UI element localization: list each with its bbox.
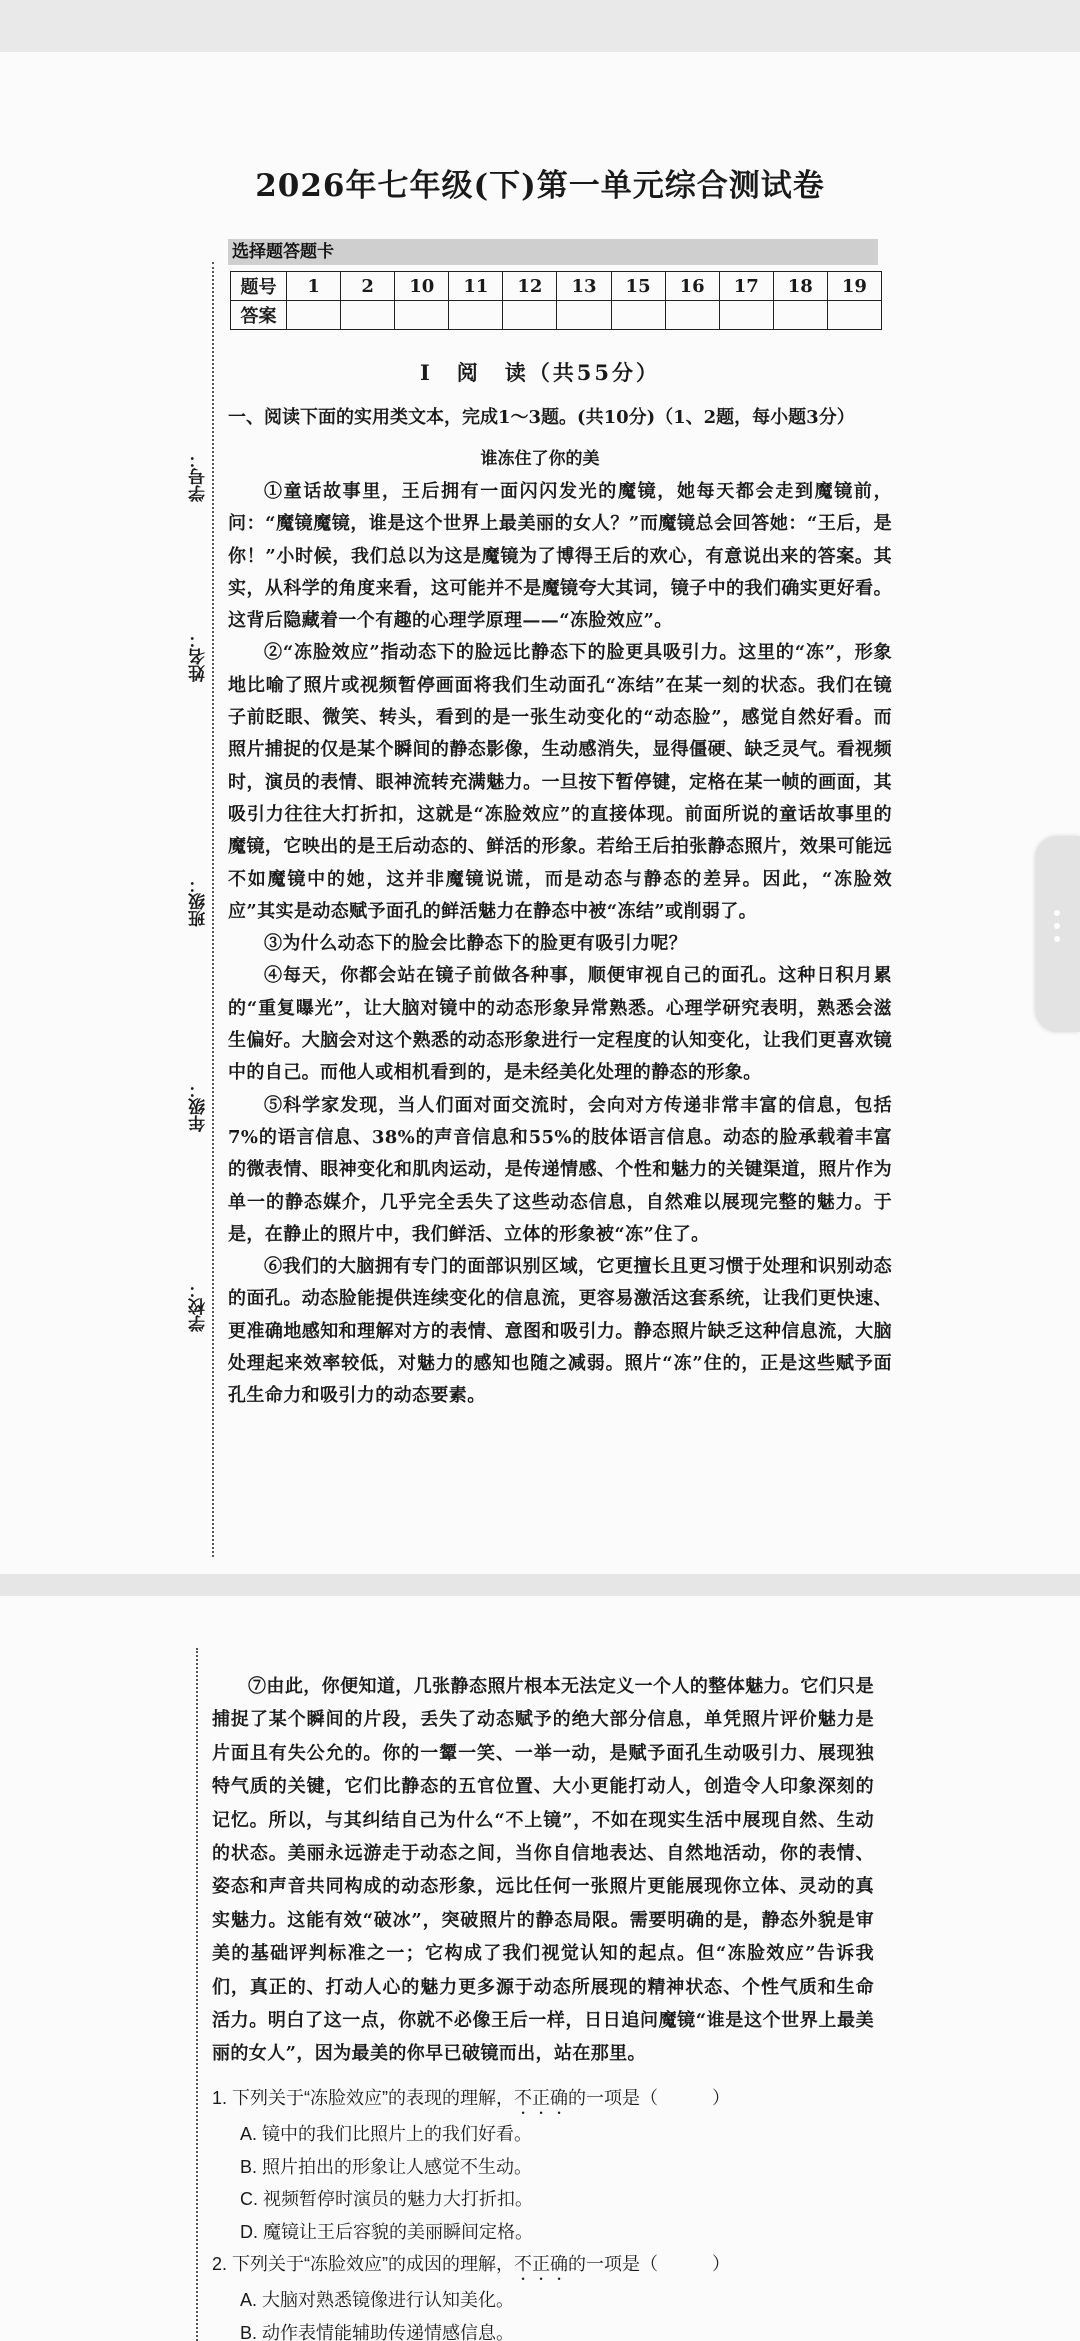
exam-page-1 <box>0 52 1080 1574</box>
option-c[interactable]: C. 视频暂停时演员的魅力大打折扣。 <box>240 2189 533 2209</box>
answer-cell <box>557 301 611 330</box>
paragraph-3: ③为什么动态下的脸会比静态下的脸更有吸引力呢？ <box>264 933 688 955</box>
answer-cell <box>611 301 665 330</box>
exam-title: 2026年七年级(下)第一单元综合测试卷 <box>255 168 825 204</box>
answer-cell <box>503 301 557 330</box>
question-stem <box>212 2082 872 2118</box>
side-label-student-id: 学号： <box>186 447 212 506</box>
option-a[interactable]: A. 镜中的我们比照片上的我们好看。 <box>240 2124 533 2144</box>
grid-number: 2 <box>341 272 395 301</box>
stem-emphasis: 不正确 <box>514 2088 568 2108</box>
answer-cell <box>395 301 449 330</box>
answer-cell <box>341 301 395 330</box>
stem-emphasis: 不正确 <box>514 2254 568 2274</box>
answer-grid-answer-row <box>231 301 882 330</box>
option-d[interactable]: D. 魔镜让王后容貌的美丽瞬间定格。 <box>240 2221 533 2242</box>
side-label-school: 学校： <box>186 1277 212 1336</box>
grid-number: 11 <box>449 272 503 301</box>
row-label-number: 题号 <box>231 272 287 301</box>
grid-number: 19 <box>827 272 881 301</box>
answer-cell <box>719 301 773 330</box>
article-body-continued <box>212 1670 874 2071</box>
grid-number: 18 <box>773 272 827 301</box>
stem-text: 1. 下列关于“冻脸效应”的表现的理解， <box>212 2088 514 2108</box>
grid-number: 1 <box>287 272 341 301</box>
question-intro: 一、阅读下面的实用类文本，完成1～3题。(共10分)（1、2题，每小题3分） <box>228 407 855 428</box>
article-body <box>228 476 892 1413</box>
side-label-class: 班级： <box>186 872 212 931</box>
answer-card-header: 选择题答题卡 <box>228 239 878 265</box>
paragraph-5: ⑤科学家发现，当人们面对面交流时，会向对方传递非常丰富的信息，包括7%的语言信息、38%的声音信息和55%的肢体语言信息。动态的脸承载着丰富的微表情、眼神变化和肌肉运动，是传递情感、个性和魅力的关键渠道，照片作为单一的静态媒介，几乎完全丢失了这些动态信息，自然难以展现完整的魅力。于是，在静止的照片中，我们鲜活、立体的形象被“冻”住了。 <box>228 1094 892 1245</box>
grid-number: 15 <box>611 272 665 301</box>
paragraph-6: ⑥我们的大脑拥有专门的面部识别区域，它更擅长且更习惯于处理和识别动态的面孔。动态脸能提供连续变化的信息流，更容易激活这套系统，让我们更快速、更准确地感知和理解对方的表情、意图和吸引力。静态照片缺乏这种信息流，大脑处理起来效率较低，对魅力的感知也随之减弱。照片“冻”住的，正是这些赋予面孔生命力和吸引力的动态要素。 <box>228 1256 892 1407</box>
option-b[interactable]: B. 照片拍出的形象让人感觉不生动。 <box>240 2156 533 2177</box>
viewer-top-bar <box>0 0 1080 52</box>
grid-number: 16 <box>665 272 719 301</box>
paragraph-7: ⑦由此，你便知道，几张静态照片根本无法定义一个人的整体魅力。它们只是捕捉了某个瞬间的片段，丢失了动态赋予的绝大部分信息，单凭照片评价魅力是片面且有失公允的。你的一颦一笑、一举一动，是赋予面孔生动吸引力、展现独特气质的关键，它们比静态的五官位置、大小更能打动人，创造令人印象深刻的记忆。所以，与其纠结自己为什么“不上镜”，不如在现实生活中展现自然、生动的状态。美丽永远游走于动态之间，当你自信地表达、自然地活动，你的表情、姿态和声音共同构成的动态形象，远比任何一张照片更能展现你立体、灵动的真实魅力。这能有效“破冰”，突破照片的静态局限。需要明确的是，静态外貌是审美的基础评判标准之一；它构成了我们视觉认知的起点。但“冻脸效应”告诉我们，真正的、打动人心的魅力更多源于动态所展现的精神状态、个性气质和生命活力。明白了这一点，你就不必像王后一样，日日追问魔镜“谁是这个世界上最美丽的女人”，因为最美的你早已破镜而出，站在那里。 <box>212 1676 874 2065</box>
side-label-grade: 年级： <box>186 1077 212 1136</box>
grid-number: 17 <box>719 272 773 301</box>
question-list <box>212 2082 872 2341</box>
stem-text: 的一项是（ ） <box>568 2088 730 2108</box>
exam-page-2 <box>0 1596 1080 2341</box>
side-label-name: 姓名： <box>186 627 212 686</box>
grid-number: 13 <box>557 272 611 301</box>
section-title-reading: Ⅰ 阅 读（共55分） <box>419 360 661 385</box>
question-2 <box>212 2248 872 2341</box>
paragraph-1: ①童话故事里，王后拥有一面闪闪发光的魔镜，她每天都会走到魔镜前，问：“魔镜魔镜，谁是这个世界上最美丽的女人？”而魔镜总会回答她：“王后，是你！”小时候，我们总以为这是魔镜为了博得王后的欢心，有意说出来的答案。其实，从科学的角度来看，这可能并不是魔镜夸大其词，镜子中的我们确实更好看。这背后隐藏着一个有趣的心理学原理——“冻脸效应”。 <box>228 481 892 632</box>
more-options-handle[interactable] <box>1036 836 1080 1032</box>
paragraph-4: ④每天，你都会站在镜子前做各种事，顺便审视自己的面孔。这种日积月累的“重复曝光”，让大脑对镜中的动态形象异常熟悉。心理学研究表明，熟悉会滋生偏好。大脑会对这个熟悉的动态形象进行一定程度的认知变化，让我们更喜欢镜中的自己。而他人或相机看到的，是未经美化处理的静态的形象。 <box>228 965 892 1084</box>
option-b[interactable]: B. 动作表情能辅助传递情感信息。 <box>240 2322 515 2341</box>
grid-number: 10 <box>395 272 449 301</box>
grid-number: 12 <box>503 272 557 301</box>
answer-cell <box>449 301 503 330</box>
answer-grid-number-row <box>231 272 882 301</box>
more-dots-icon <box>1054 910 1062 949</box>
answer-cell <box>827 301 881 330</box>
answer-cell <box>773 301 827 330</box>
answer-grid <box>230 271 882 330</box>
question-stem <box>212 2248 872 2284</box>
answer-cell <box>665 301 719 330</box>
stem-text: 2. 下列关于“冻脸效应”的成因的理解， <box>212 2254 514 2274</box>
stem-text: 的一项是（ ） <box>568 2254 730 2274</box>
question-1 <box>212 2082 872 2248</box>
option-a[interactable]: A. 大脑对熟悉镜像进行认知美化。 <box>240 2290 515 2310</box>
article-title: 谁冻住了你的美 <box>480 449 600 469</box>
answer-cell <box>287 301 341 330</box>
binding-line <box>196 1648 198 2341</box>
paragraph-2: ②“冻脸效应”指动态下的脸远比静态下的脸更具吸引力。这里的“冻”，形象地比喻了照片或视频暂停画面将我们生动面孔“冻结”在某一刻的状态。我们在镜子前眨眼、微笑、转头，看到的是一张生动变化的“动态脸”，感觉自然好看。而照片捕捉的仅是某个瞬间的静态影像，生动感消失，显得僵硬、缺乏灵气。看视频时，演员的表情、眼神流转充满魅力。一旦按下暂停键，定格在某一帧的画面，其吸引力往往大打折扣，这就是“冻脸效应”的直接体现。前面所说的童话故事里的魔镜，它映出的是王后动态的、鲜活的形象。若给王后拍张静态照片，效果可能远不如魔镜中的她，这并非魔镜说谎，而是动态与静态的差异。因此，“冻脸效应”其实是动态赋予面孔的鲜活魅力在静态中被“冻结”或削弱了。 <box>228 642 892 922</box>
row-label-answer: 答案 <box>231 301 287 330</box>
answer-card <box>228 239 878 330</box>
